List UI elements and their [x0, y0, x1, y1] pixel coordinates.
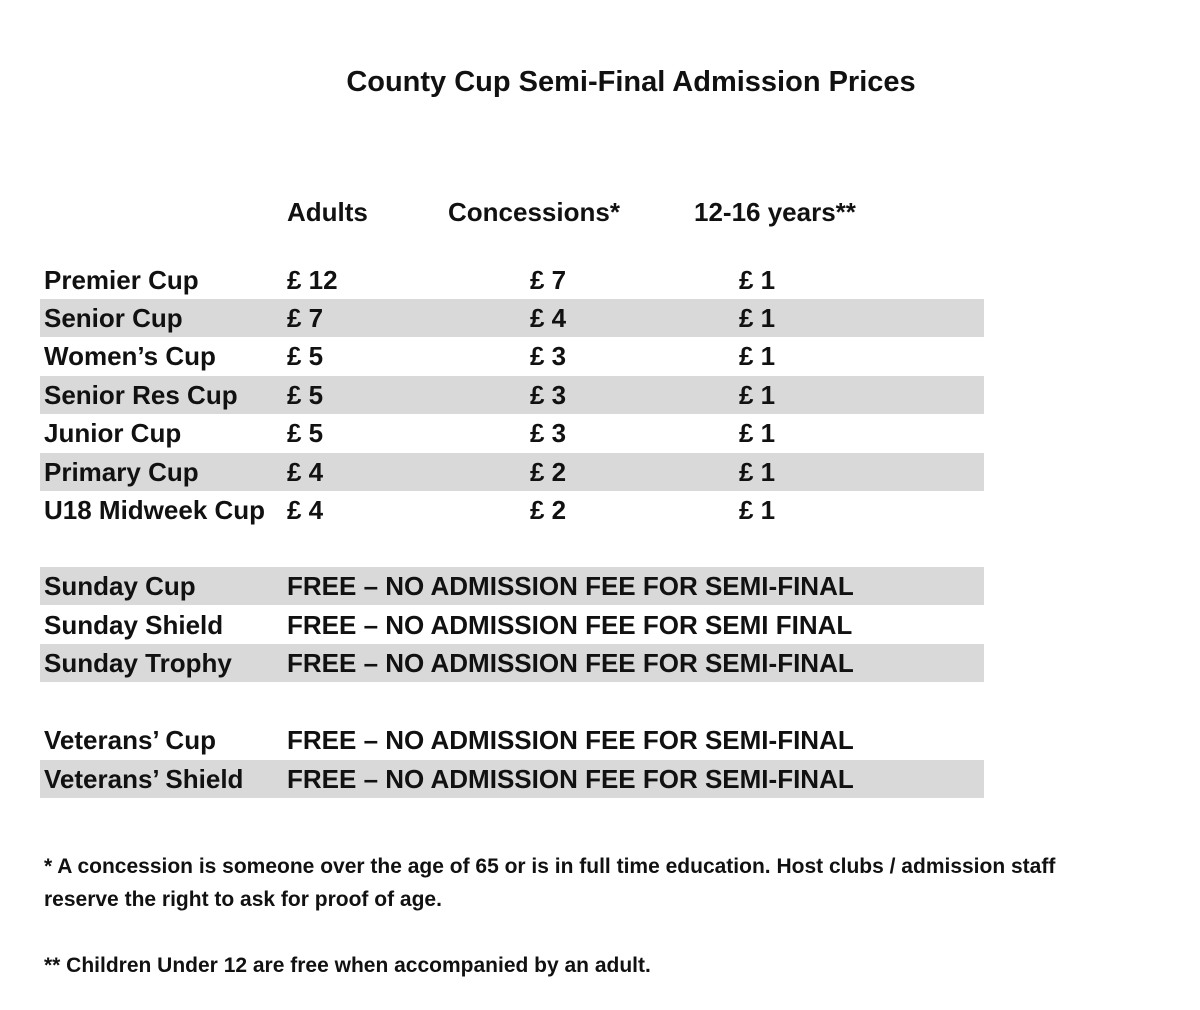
- youth-price: £ 1: [739, 265, 776, 295]
- header-youth: 12-16 years**: [694, 197, 856, 227]
- free-admission-text: FREE – NO ADMISSION FEE FOR SEMI FINAL: [287, 610, 853, 640]
- competition-name: Veterans’ Cup: [44, 725, 216, 755]
- adult-price: £ 12: [287, 265, 338, 295]
- youth-price: £ 1: [739, 418, 776, 448]
- youth-price: £ 1: [739, 341, 776, 371]
- page-title: County Cup Semi-Final Admission Prices: [346, 66, 916, 98]
- header-adults: Adults: [287, 197, 368, 227]
- free-admission-text: FREE – NO ADMISSION FEE FOR SEMI-FINAL: [287, 571, 854, 601]
- free-row: [40, 567, 984, 605]
- competition-name: U18 Midweek Cup: [44, 495, 266, 525]
- concession-price: £ 3: [530, 418, 567, 448]
- children-note: ** Children Under 12 are free when accompanied by an adult.: [44, 954, 651, 977]
- competition-name: Senior Res Cup: [44, 380, 238, 410]
- competition-name: Veterans’ Shield: [44, 764, 244, 794]
- youth-price: £ 1: [739, 457, 776, 487]
- price-row: [40, 376, 984, 414]
- price-row: [40, 299, 984, 337]
- adult-price: £ 5: [287, 341, 324, 371]
- free-admission-text: FREE – NO ADMISSION FEE FOR SEMI-FINAL: [287, 725, 854, 755]
- concession-note-line2: reserve the right to ask for proof of age.: [44, 888, 442, 911]
- concession-price: £ 3: [530, 380, 567, 410]
- concession-price: £ 2: [530, 495, 567, 525]
- adult-price: £ 5: [287, 418, 324, 448]
- concession-note-line1: * A concession is someone over the age of 65 or is in full time education. Host clubs / admission staff: [44, 855, 1056, 878]
- adult-price: £ 7: [287, 303, 324, 333]
- adult-price: £ 4: [287, 457, 324, 487]
- competition-name: Senior Cup: [44, 303, 183, 333]
- free-row: [40, 606, 984, 644]
- free-admission-text: FREE – NO ADMISSION FEE FOR SEMI-FINAL: [287, 764, 854, 794]
- youth-price: £ 1: [739, 303, 776, 333]
- price-row: [40, 414, 984, 452]
- concession-price: £ 4: [530, 303, 567, 333]
- free-admission-text: FREE – NO ADMISSION FEE FOR SEMI-FINAL: [287, 648, 854, 678]
- youth-price: £ 1: [739, 380, 776, 410]
- competition-name: Primary Cup: [44, 457, 199, 487]
- header-concessions: Concessions*: [448, 197, 620, 227]
- concession-price: £ 7: [530, 265, 567, 295]
- competition-name: Women’s Cup: [44, 341, 216, 371]
- competition-name: Sunday Cup: [44, 571, 196, 601]
- youth-price: £ 1: [739, 495, 776, 525]
- price-row: [40, 261, 984, 299]
- price-row: [40, 337, 984, 375]
- free-row: [40, 760, 984, 798]
- free-row: [40, 644, 984, 682]
- adult-price: £ 4: [287, 495, 324, 525]
- concession-price: £ 3: [530, 341, 567, 371]
- adult-price: £ 5: [287, 380, 324, 410]
- competition-name: Sunday Trophy: [44, 648, 232, 678]
- concession-price: £ 2: [530, 457, 567, 487]
- competition-name: Premier Cup: [44, 265, 199, 295]
- price-row: [40, 453, 984, 491]
- free-row: [40, 721, 984, 759]
- price-row: [40, 491, 984, 529]
- competition-name: Sunday Shield: [44, 610, 224, 640]
- competition-name: Junior Cup: [44, 418, 182, 448]
